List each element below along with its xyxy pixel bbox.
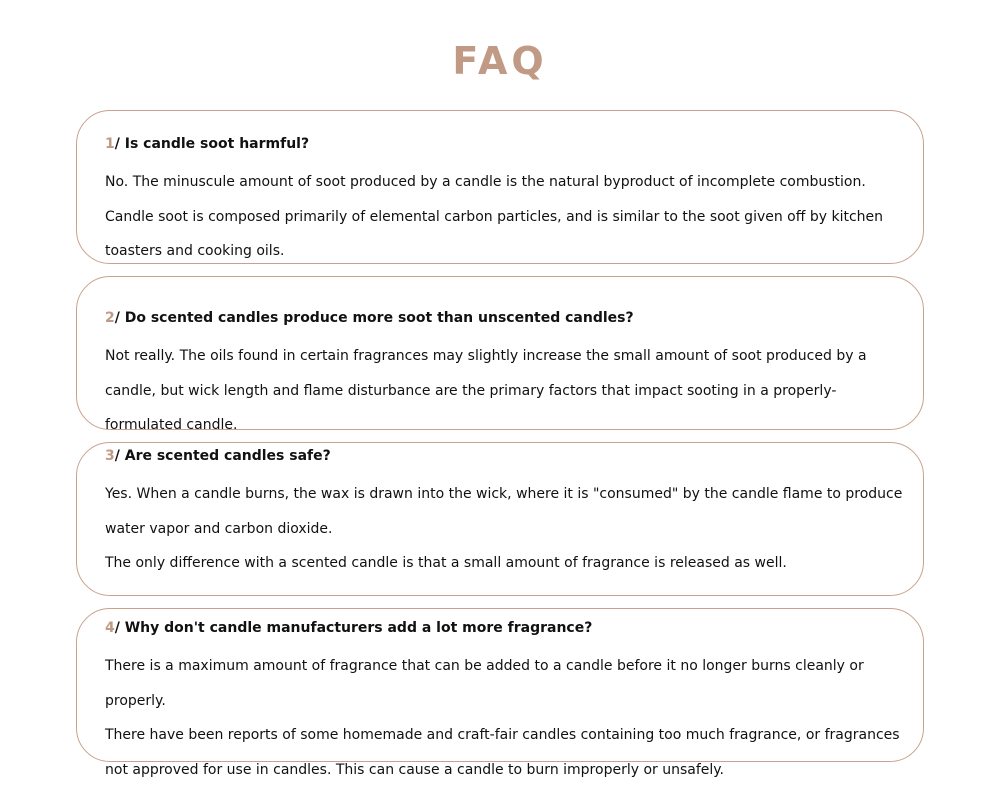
faq-answer-3a: Yes. When a candle burns, the wax is drawn into the wick, where it is "consumed" by the candle flame to produce water vapor and carbon dioxide.: [105, 486, 903, 537]
faq-answer-1a: No. The minuscule amount of soot produced by a candle is the natural byproduct of incomplete combustion.: [105, 174, 866, 190]
faq-number-2: 2: [105, 310, 115, 326]
faq-question-text-1: / Is candle soot harmful?: [114, 136, 310, 152]
faq-item-4: [76, 608, 924, 778]
faq-item-1: [76, 110, 924, 264]
faq-question-4: [105, 615, 913, 641]
faq-answer-3b: The only difference with a scented candle is that a small amount of fragrance is released as well.: [105, 555, 787, 571]
faq-question-text-2: / Do scented candles produce more soot than unscented candles?: [114, 310, 634, 326]
faq-answer-4b: There have been reports of some homemade and craft-fair candles containing too much fragrance, or fragrances not approved for use in candles. This can cause a candle to burn improperly or unsafely.: [105, 727, 900, 778]
faq-answer-2a: Not really. The oils found in certain fragrances may slightly increase the small amount of soot produced by a candle, but wick length and flame disturbance are the primary factors that impact sooting in a properly-formulated candle.: [105, 348, 867, 433]
faq-answer-1b: Candle soot is composed primarily of elemental carbon particles, and is similar to the soot given off by kitchen toasters and cooking oils.: [105, 208, 884, 259]
faq-answer-4a: There is a maximum amount of fragrance that can be added to a candle before it no longer burns cleanly or properly.: [105, 658, 864, 709]
faq-number-3: 3: [105, 448, 115, 464]
faq-question-1: [105, 131, 913, 157]
faq-question-3: [105, 443, 913, 469]
faq-number-1: 1: [105, 136, 115, 152]
faq-question-text-4: / Why don't candle manufacturers add a lot more fragrance?: [114, 620, 593, 636]
faq-item-2: [76, 276, 924, 433]
faq-item-3: [76, 442, 924, 596]
page-title: FAQ: [452, 39, 548, 83]
faq-question-2: [105, 305, 913, 331]
faq-question-text-3: / Are scented candles safe?: [114, 448, 331, 464]
faq-number-4: 4: [105, 620, 115, 636]
